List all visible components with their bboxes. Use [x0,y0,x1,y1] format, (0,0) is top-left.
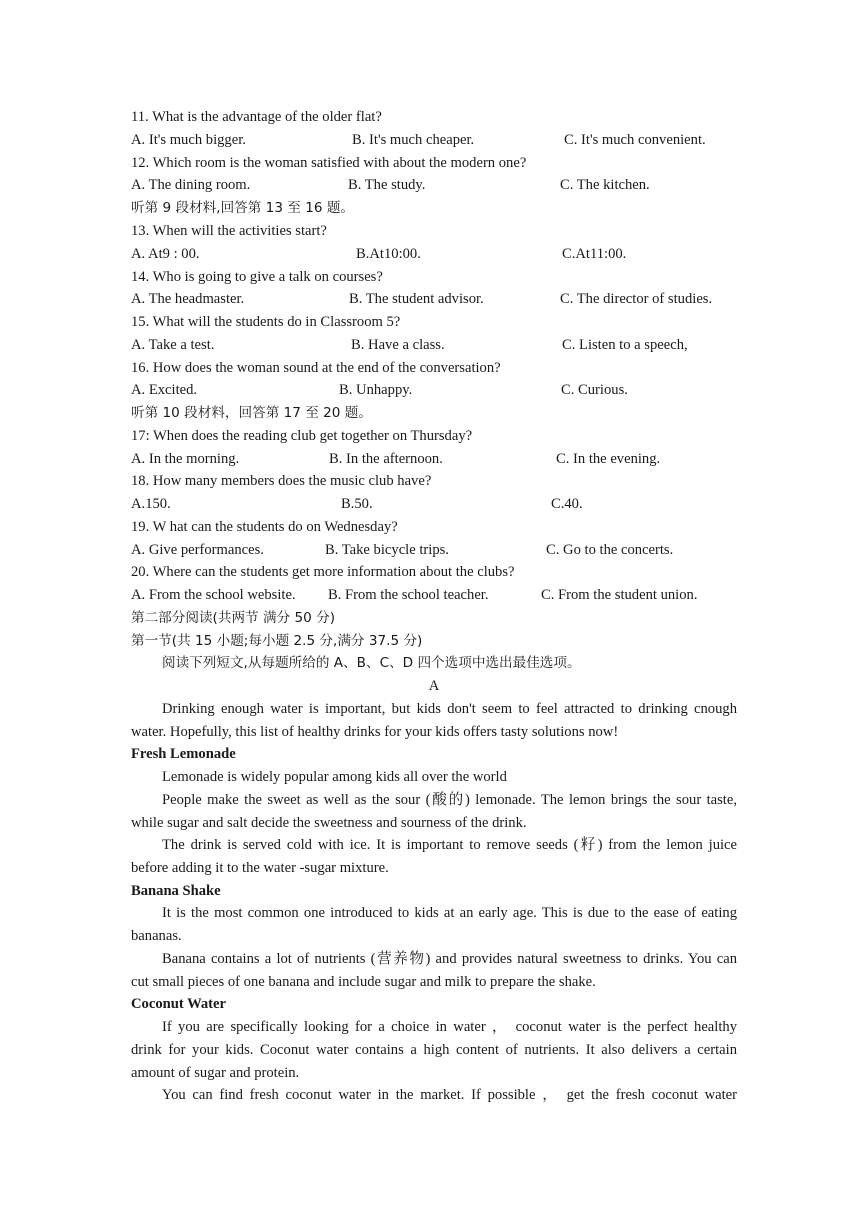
q18-option-a: A.150. [131,496,171,512]
q16-option-c: C. Curious. [561,382,628,398]
q16-option-b: B. Unhappy. [339,382,413,398]
q14-option-a: A. The headmaster. [131,291,245,307]
q11-option-c: C. It's much convenient. [564,132,706,148]
q12-option-a: A. The dining room. [131,177,251,193]
coconut-para-1-line-1: If you are specifically looking for a choice in water ， coconut water is the perfect healthy [162,1019,737,1035]
question-15: 15. What will the students do in Classroom 5? [131,314,401,330]
lemonade-para-1: Lemonade is widely popular among kids all over the world [162,769,507,785]
question-19: 19. W hat can the students do on Wednesday? [131,519,398,535]
q16-option-a: A. Excited. [131,382,198,398]
banana-para-1-line-1: It is the most common one introduced to kids at an early age. This is due to the ease of eating [162,905,737,921]
intro-line-2: water. Hopefully, this list of healthy drinks for your kids offers tasty solutions now! [131,724,619,740]
coconut-para-2-line-1: You can find fresh coconut water in the market. If possible ， get the fresh coconut water [162,1087,737,1103]
q18-option-b: B.50. [341,496,373,512]
banana-para-2-line-1: Banana contains a lot of nutrients (营养物) and provides natural sweetness to drinks. You can [162,951,737,967]
question-13: 13. When will the activities start? [131,223,327,239]
q20-option-c: C. From the student union. [541,587,698,603]
q20-option-a: A. From the school website. [131,587,296,603]
q20-option-b: B. From the school teacher. [328,587,489,603]
q14-option-b: B. The student advisor. [349,291,484,307]
question-20: 20. Where can the students get more information about the clubs? [131,564,515,580]
question-16: 16. How does the woman sound at the end of the conversation? [131,360,501,376]
q15-option-b: B. Have a class. [351,337,445,353]
question-18: 18. How many members does the music club have? [131,473,432,489]
banana-para-2-line-2: cut small pieces of one banana and include sugar and milk to prepare the shake. [131,974,596,990]
q19-option-a: A. Give performances. [131,542,264,558]
q15-option-a: A. Take a test. [131,337,215,353]
section-1-heading: 第一节(共 15 小题;每小题 2.5 分,满分 37.5 分) [131,633,423,649]
q18-option-c: C.40. [551,496,583,512]
heading-banana-shake: Banana Shake [131,883,221,899]
section-9-instruction: 听第 9 段材料,回答第 13 至 16 题。 [131,200,355,216]
q14-option-c: C. The director of studies. [560,291,713,307]
question-14: 14. Who is going to give a talk on courses? [131,269,383,285]
q19-option-c: C. Go to the concerts. [546,542,674,558]
lemonade-para-3-line-2: before adding it to the water -sugar mixture. [131,860,389,876]
question-11: 11. What is the advantage of the older flat? [131,109,382,125]
lemonade-para-2-line-2: while sugar and salt decide the sweetness and sourness of the drink. [131,815,527,831]
q12-option-c: C. The kitchen. [560,177,650,193]
q15-option-c: C. Listen to a speech, [562,337,688,353]
q11-option-b: B. It's much cheaper. [352,132,475,148]
question-17: 17: When does the reading club get together on Thursday? [131,428,473,444]
q19-option-b: B. Take bicycle trips. [325,542,449,558]
coconut-para-1-line-3: amount of sugar and protein. [131,1065,300,1081]
heading-coconut-water: Coconut Water [131,996,226,1012]
reading-instruction: 阅读下列短文,从每题所给的 A、B、C、D 四个选项中选出最佳选项。 [162,655,581,671]
q17-option-c: C. In the evening. [556,451,661,467]
coconut-para-1-line-2: drink for your kids. Coconut water contains a high content of nutrients. It also delivers a certain [131,1042,737,1058]
intro-line-1: Drinking enough water is important, but kids don't seem to feel attracted to drinking cnough [162,701,737,717]
question-12: 12. Which room is the woman satisfied with about the modern one? [131,155,527,171]
lemonade-para-2-line-1: People make the sweet as well as the sour (酸的) lemonade. The lemon brings the sour taste, [162,792,737,808]
q13-option-c: C.At11:00. [562,246,627,262]
q17-option-a: A. In the morning. [131,451,240,467]
q13-option-a: A. At9 : 00. [131,246,200,262]
lemonade-para-3-line-1: The drink is served cold with ice. It is important to remove seeds (籽) from the lemon juice [162,837,737,853]
q13-option-b: B.At10:00. [356,246,421,262]
part-2-heading: 第二部分阅读(共两节 满分 50 分) [131,610,335,626]
section-10-instruction: 听第 10 段材料，回答第 17 至 20 题。 [131,405,372,421]
banana-para-1-line-2: bananas. [131,928,182,944]
heading-fresh-lemonade: Fresh Lemonade [131,746,236,762]
passage-label: A [428,678,440,694]
q12-option-b: B. The study. [348,177,426,193]
q17-option-b: B. In the afternoon. [329,451,443,467]
q11-option-a: A. It's much bigger. [131,132,246,148]
